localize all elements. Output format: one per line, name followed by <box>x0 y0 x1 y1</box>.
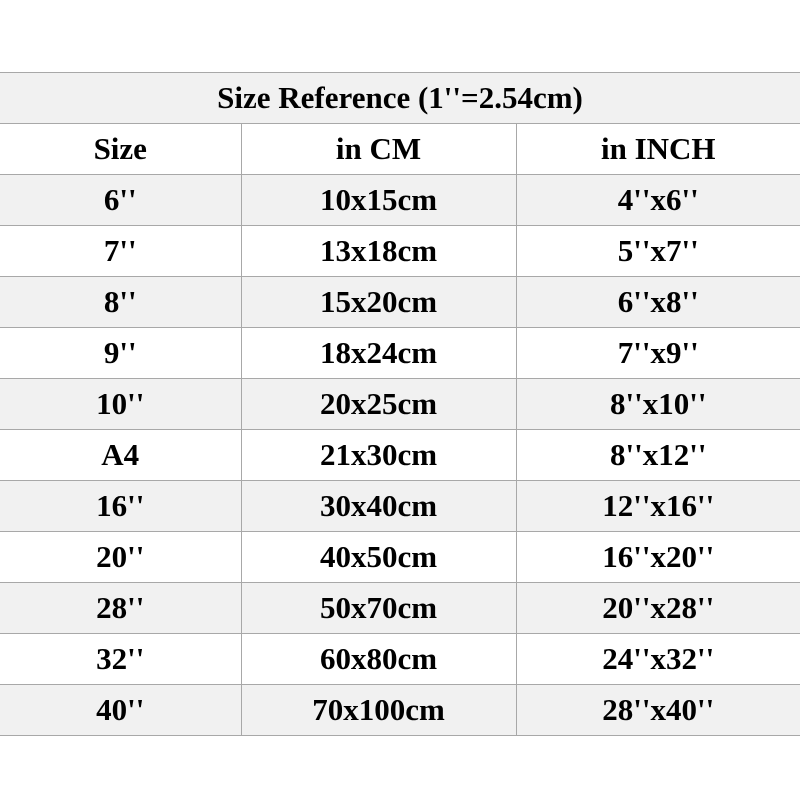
table-row <box>0 583 800 634</box>
size-cell: 9'' <box>0 328 241 379</box>
size-cell: A4 <box>0 430 241 481</box>
table-row <box>0 481 800 532</box>
cm-cell: 13x18cm <box>241 226 516 277</box>
inch-cell: 7''x9'' <box>516 328 800 379</box>
cm-cell: 30x40cm <box>241 481 516 532</box>
size-cell: 8'' <box>0 277 241 328</box>
table-row <box>0 328 800 379</box>
size-cell: 28'' <box>0 583 241 634</box>
table-title: Size Reference (1''=2.54cm) <box>0 73 800 124</box>
table-header-row <box>0 124 800 175</box>
column-header-cm: in CM <box>241 124 516 175</box>
size-cell: 32'' <box>0 634 241 685</box>
size-cell: 40'' <box>0 685 241 736</box>
size-reference-table <box>0 72 800 736</box>
table-row <box>0 175 800 226</box>
inch-cell: 5''x7'' <box>516 226 800 277</box>
cm-cell: 18x24cm <box>241 328 516 379</box>
cm-cell: 20x25cm <box>241 379 516 430</box>
cm-cell: 60x80cm <box>241 634 516 685</box>
inch-cell: 8''x12'' <box>516 430 800 481</box>
table-row <box>0 277 800 328</box>
size-cell: 20'' <box>0 532 241 583</box>
cm-cell: 15x20cm <box>241 277 516 328</box>
table-row <box>0 226 800 277</box>
inch-cell: 24''x32'' <box>516 634 800 685</box>
cm-cell: 40x50cm <box>241 532 516 583</box>
table-row <box>0 430 800 481</box>
size-cell: 7'' <box>0 226 241 277</box>
cm-cell: 10x15cm <box>241 175 516 226</box>
table-row <box>0 685 800 736</box>
cm-cell: 21x30cm <box>241 430 516 481</box>
inch-cell: 20''x28'' <box>516 583 800 634</box>
table-row <box>0 634 800 685</box>
column-header-inch: in INCH <box>516 124 800 175</box>
inch-cell: 12''x16'' <box>516 481 800 532</box>
inch-cell: 28''x40'' <box>516 685 800 736</box>
size-cell: 10'' <box>0 379 241 430</box>
inch-cell: 4''x6'' <box>516 175 800 226</box>
cm-cell: 70x100cm <box>241 685 516 736</box>
inch-cell: 6''x8'' <box>516 277 800 328</box>
column-header-size: Size <box>0 124 241 175</box>
table-row <box>0 379 800 430</box>
size-cell: 6'' <box>0 175 241 226</box>
size-cell: 16'' <box>0 481 241 532</box>
table-row <box>0 532 800 583</box>
inch-cell: 16''x20'' <box>516 532 800 583</box>
cm-cell: 50x70cm <box>241 583 516 634</box>
inch-cell: 8''x10'' <box>516 379 800 430</box>
table-title-row <box>0 73 800 124</box>
